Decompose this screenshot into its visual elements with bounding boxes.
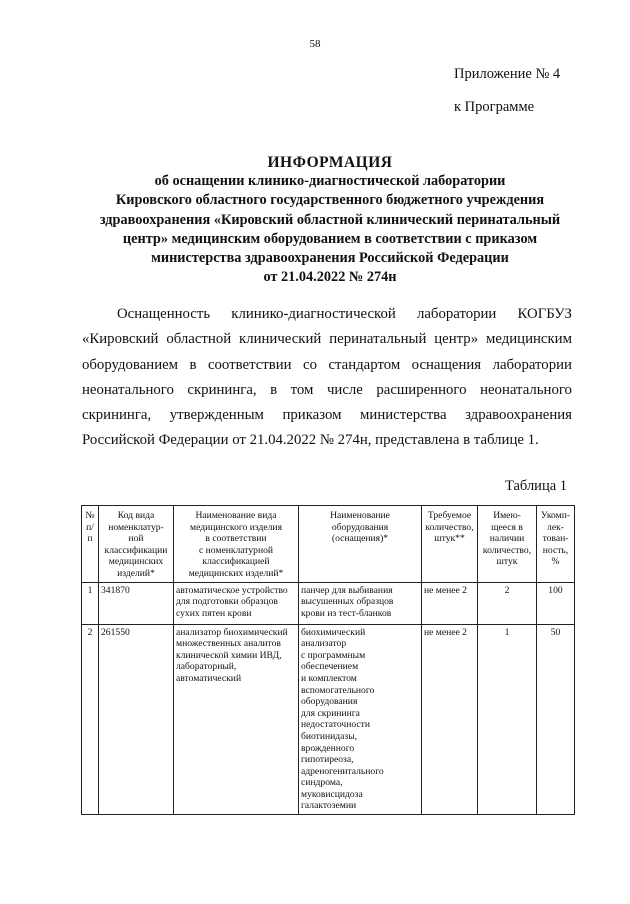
cell-text: панчер для выбивания [301,584,393,596]
cell-text: анализатор биохимический [176,626,288,638]
cell-text: высушенных образцов [301,596,394,608]
cell-text: множественных аналитов [176,638,281,650]
cell-code: 261550 [99,624,174,815]
cell-text: анализатор [301,638,347,650]
header-text: щееся в [491,521,523,533]
title-line: об оснащении клинико-диагностической лаборатории [154,173,506,190]
cell-text: муковисцидоза [301,788,363,800]
header-text: штук [496,556,518,568]
cell-num: 2 [82,624,99,815]
title-line: Кировского областного государственного бюджетного учреждения [115,192,545,209]
cell-text: биотинидазы, [301,730,358,742]
header-text: % [551,556,560,568]
word: здравоохранения [465,407,572,424]
header-text: Код вида [117,510,155,521]
cell-required: не менее 2 [422,624,478,815]
table-row [82,582,575,624]
header-text: лек- [547,521,564,533]
paragraph-line [82,327,572,352]
cell-text: биохимический [301,626,366,638]
cell-text: обеспечением [301,661,359,673]
header-text: в соответствии [205,533,267,545]
header-device [174,506,299,583]
header-text: № [85,510,95,521]
cell-device [174,582,299,624]
title-heading: ИНФОРМАЦИЯ [267,154,393,171]
header-text: наличии [489,533,525,545]
word: перинатальный [329,331,427,348]
word: клинический [239,331,322,348]
cell-code: 341870 [99,582,174,624]
header-equipment [299,506,422,583]
paragraph-last-line: Российской Федерации от 21.04.2022 № 274н, представлена в таблице 1. [82,432,539,449]
word: неонатального [82,381,174,398]
cell-text: крови из тест-бланков [301,607,392,619]
word: министерства [360,407,447,424]
word: клинико-диагностической [231,306,396,322]
word: в [270,381,278,398]
word: неонатального [480,381,572,398]
word: стандартом [328,356,401,373]
header-text: изделий* [117,567,155,579]
annex-label: Приложение № 4 [454,66,561,82]
paragraph-line [82,378,572,403]
header-text: количество, [482,544,532,556]
word: числе [326,381,363,398]
header-text: Наименование [330,510,390,521]
word: КОГБУЗ [517,306,572,322]
word: расширенного [376,381,467,398]
word: скрининга, [82,407,152,424]
header-required [422,506,478,583]
title-line: здравоохранения «Кировский областной клинический перинатальный [99,211,561,228]
paragraph-line [82,403,572,428]
header-text: медицинских [108,556,164,568]
word: центр» [434,331,479,348]
table-row [82,624,575,815]
header-text: медицинского изделия [190,521,282,533]
header-text: классификацией [202,556,270,568]
word: областной [166,331,232,348]
header-text: ной [128,533,144,545]
word: оснащения [411,356,482,373]
cell-equipment [299,624,422,815]
cell-device [174,624,299,815]
word: том [290,381,314,398]
header-text: номенклатур- [108,521,164,533]
paragraph-line [82,353,572,378]
paragraph-line [82,302,572,327]
word: Оснащенность [117,306,211,322]
equipment-table [81,505,575,815]
cell-text: автоматический [176,672,242,684]
table-header-row [82,506,575,583]
cell-text: гипотиреоза, [301,754,354,766]
document-title [70,153,590,287]
header-text: Наименование вида [195,510,277,521]
header-code [99,506,174,583]
cell-text: сухих пятен крови [176,607,252,619]
title-line: министерства здравоохранения Российской Федерации [151,250,509,267]
header-text: тован- [542,533,569,545]
word: лаборатории [416,306,497,322]
header-text: оборудования [331,521,389,533]
cell-text: для подготовки образцов [176,596,278,608]
header-text: классификации [104,544,168,556]
header-text: медицинских изделий* [188,567,284,579]
annex-program-label: к Программе [454,99,535,115]
cell-available: 2 [478,582,537,624]
cell-text: клинической химии ИВД, [176,649,282,661]
header-text: Требуемое [427,510,472,521]
cell-text: галактоземии [301,800,357,812]
cell-available: 1 [478,624,537,815]
word: соответствии [207,356,292,373]
cell-text: автоматическое устройство [176,584,288,596]
header-text: количество, [425,521,474,533]
table-caption: Таблица 1 [505,478,568,494]
body-paragraph [82,302,572,454]
cell-required: не менее 2 [422,582,478,624]
cell-text: оборудования [301,696,358,708]
cell-text: вспомогательного [301,684,375,696]
header-text: с номенклатурной [198,544,274,556]
header-available [478,506,537,583]
word: «Кировский [82,331,159,348]
paragraph-line [82,428,572,453]
word: в [189,356,197,373]
word: скрининга, [187,381,257,398]
header-text: Имею- [493,510,521,521]
page-number: 58 [309,38,321,50]
word: утвержденным [169,407,264,424]
word: оборудованием [82,356,179,373]
cell-text: с программным [301,649,366,661]
header-num [82,506,99,583]
header-text: (оснащения)* [331,533,389,545]
title-line: центр» медицинским оборудованием в соответствии с приказом [122,230,538,247]
word: приказом [282,407,342,424]
cell-num: 1 [82,582,99,624]
header-text: штук** [434,533,465,545]
cell-text: синдрома, [301,777,343,789]
title-line: от 21.04.2022 № 274н [263,269,397,286]
cell-text: и комплектом [301,672,357,684]
cell-text: лабораторный, [176,661,237,673]
word: лаборатории [492,356,572,373]
cell-text: врожденного [301,742,355,754]
word: со [303,356,317,373]
cell-equipment [299,582,422,624]
header-text: Укомп- [540,510,571,521]
header-completeness [537,506,575,583]
cell-completeness: 50 [537,624,575,815]
cell-completeness: 100 [537,582,575,624]
cell-text: для скрининга [301,707,360,719]
header-text: ность, [542,544,569,556]
header-text: п/п [86,521,94,545]
cell-text: недостаточности [301,719,370,731]
word: медицинским [485,331,572,348]
cell-text: адреногенитального [301,765,384,777]
